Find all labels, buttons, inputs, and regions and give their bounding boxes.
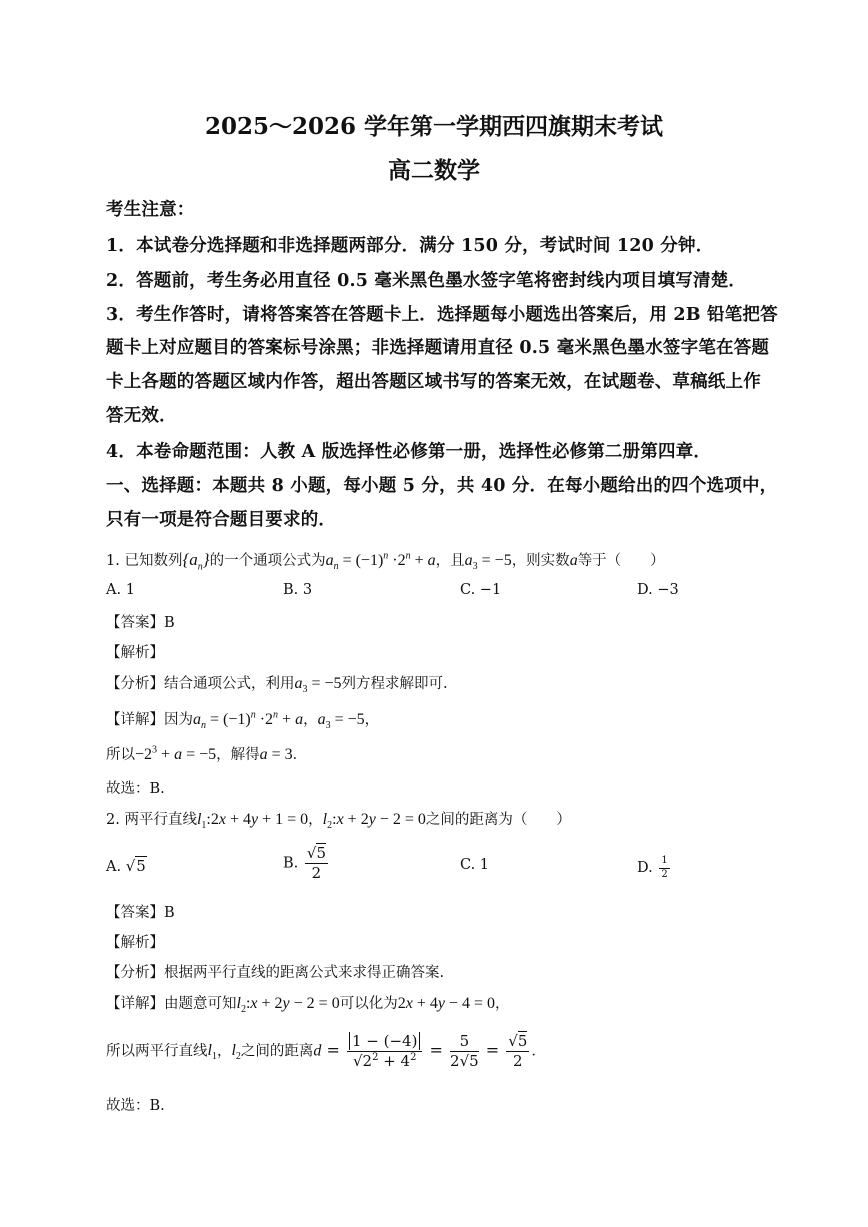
notice-line-7: 4．本卷命题范围：人教 A 版选择性必修第一册，选择性必修第二册第四章． xyxy=(106,442,712,462)
q1-solution: 所以$-2^3 + a = -5$，解得a = 3． xyxy=(106,744,308,763)
q2-distance: 所以两平行直线$l_1$，$l_2$之间的距离d = $\frac{1 - (-4)}{√2^2 + 4^2}$ = $\frac{5}{2√5}$ = $\frac{√5}{2}$ ． xyxy=(106,1032,546,1070)
q1-option-a: A. 1 xyxy=(106,582,135,598)
section-heading-line-2: 只有一项是符合题目要求的． xyxy=(106,510,337,530)
notice-line-2: 2．答题前，考生务必用直径 0.5 毫米黑色墨水签字笔将密封线内项目填写清楚． xyxy=(106,271,747,291)
q2-option-a: A. √5 xyxy=(106,857,146,875)
exam-title: 2025～2026 学年第一学期西四旗期末考试 xyxy=(204,113,664,140)
q2-analysis: 【分析】根据两平行直线的距离公式来求得正确答案. xyxy=(106,965,445,981)
q1-analysis: 【分析】结合通项公式，利用$a_3 = -5$列方程求解即可. xyxy=(106,675,448,696)
q2-option-c: C. 1 xyxy=(460,857,490,873)
q2-stem: 2. 两平行直线$l_1:2x + 4y + 1 = 0$，$l_2:x + 2y - 2 = 0$之间的距离为（ ） xyxy=(106,811,571,832)
q2-option-b: B. $\frac{√5}{2}$ xyxy=(283,844,326,882)
q2-answer: 【答案】B xyxy=(106,905,175,921)
q2-choice: 故选：B. xyxy=(106,1098,165,1114)
section-heading-line-1: 一、选择题：本题共 8 小题，每小题 5 分，共 40 分．在每小题给出的四个选项中， xyxy=(106,476,778,496)
q1-answer: 【答案】B xyxy=(106,615,175,631)
q2-option-d: D. $\frac{1}{2}$ xyxy=(637,855,668,880)
q1-jiexi: 【解析】 xyxy=(106,645,164,661)
notice-line-5: 卡上各题的答题区域内作答，超出答题区域书写的答案无效，在试题卷、草稿纸上作 xyxy=(106,372,761,392)
q2-detail: 【详解】由题意可知$l_2:x + 2y - 2 = 0$可以化为2x + 4y − 4 = 0， xyxy=(106,995,510,1016)
notice-line-3: 3．考生作答时，请将答案答在答题卡上．选择题每小题选出答案后，用 2B 铅笔把答 xyxy=(106,305,778,325)
q1-option-c: C. −1 xyxy=(460,582,502,598)
q1-option-b: B. 3 xyxy=(283,582,313,598)
q1-stem: 1. 已知数列$\{a_n\}$的一个通项公式为$a_n = (-1)^n \cdot 2^n + a$，且$a_3 = -5$，则实数a等于（ ） xyxy=(106,550,665,573)
q1-option-d: D. −3 xyxy=(637,582,679,598)
q1-choice: 故选：B. xyxy=(106,781,165,797)
notice-line-1: 1．本试卷分选择题和非选择题两部分．满分 150 分，考试时间 120 分钟． xyxy=(106,236,714,256)
q2-jiexi: 【解析】 xyxy=(106,935,164,951)
notice-line-6: 答无效． xyxy=(106,406,177,426)
notice-line-4: 题卡上对应题目的答案标号涂黑；非选择题请用直径 0.5 毫米黑色墨水签字笔在答题 xyxy=(106,338,770,358)
subject-title: 高二数学 xyxy=(388,157,480,184)
q1-detail: 【详解】因为$a_n = (-1)^n \cdot 2^n + a$，$a_3 = -5$， xyxy=(106,709,380,732)
notice-heading: 考生注意： xyxy=(106,200,195,220)
